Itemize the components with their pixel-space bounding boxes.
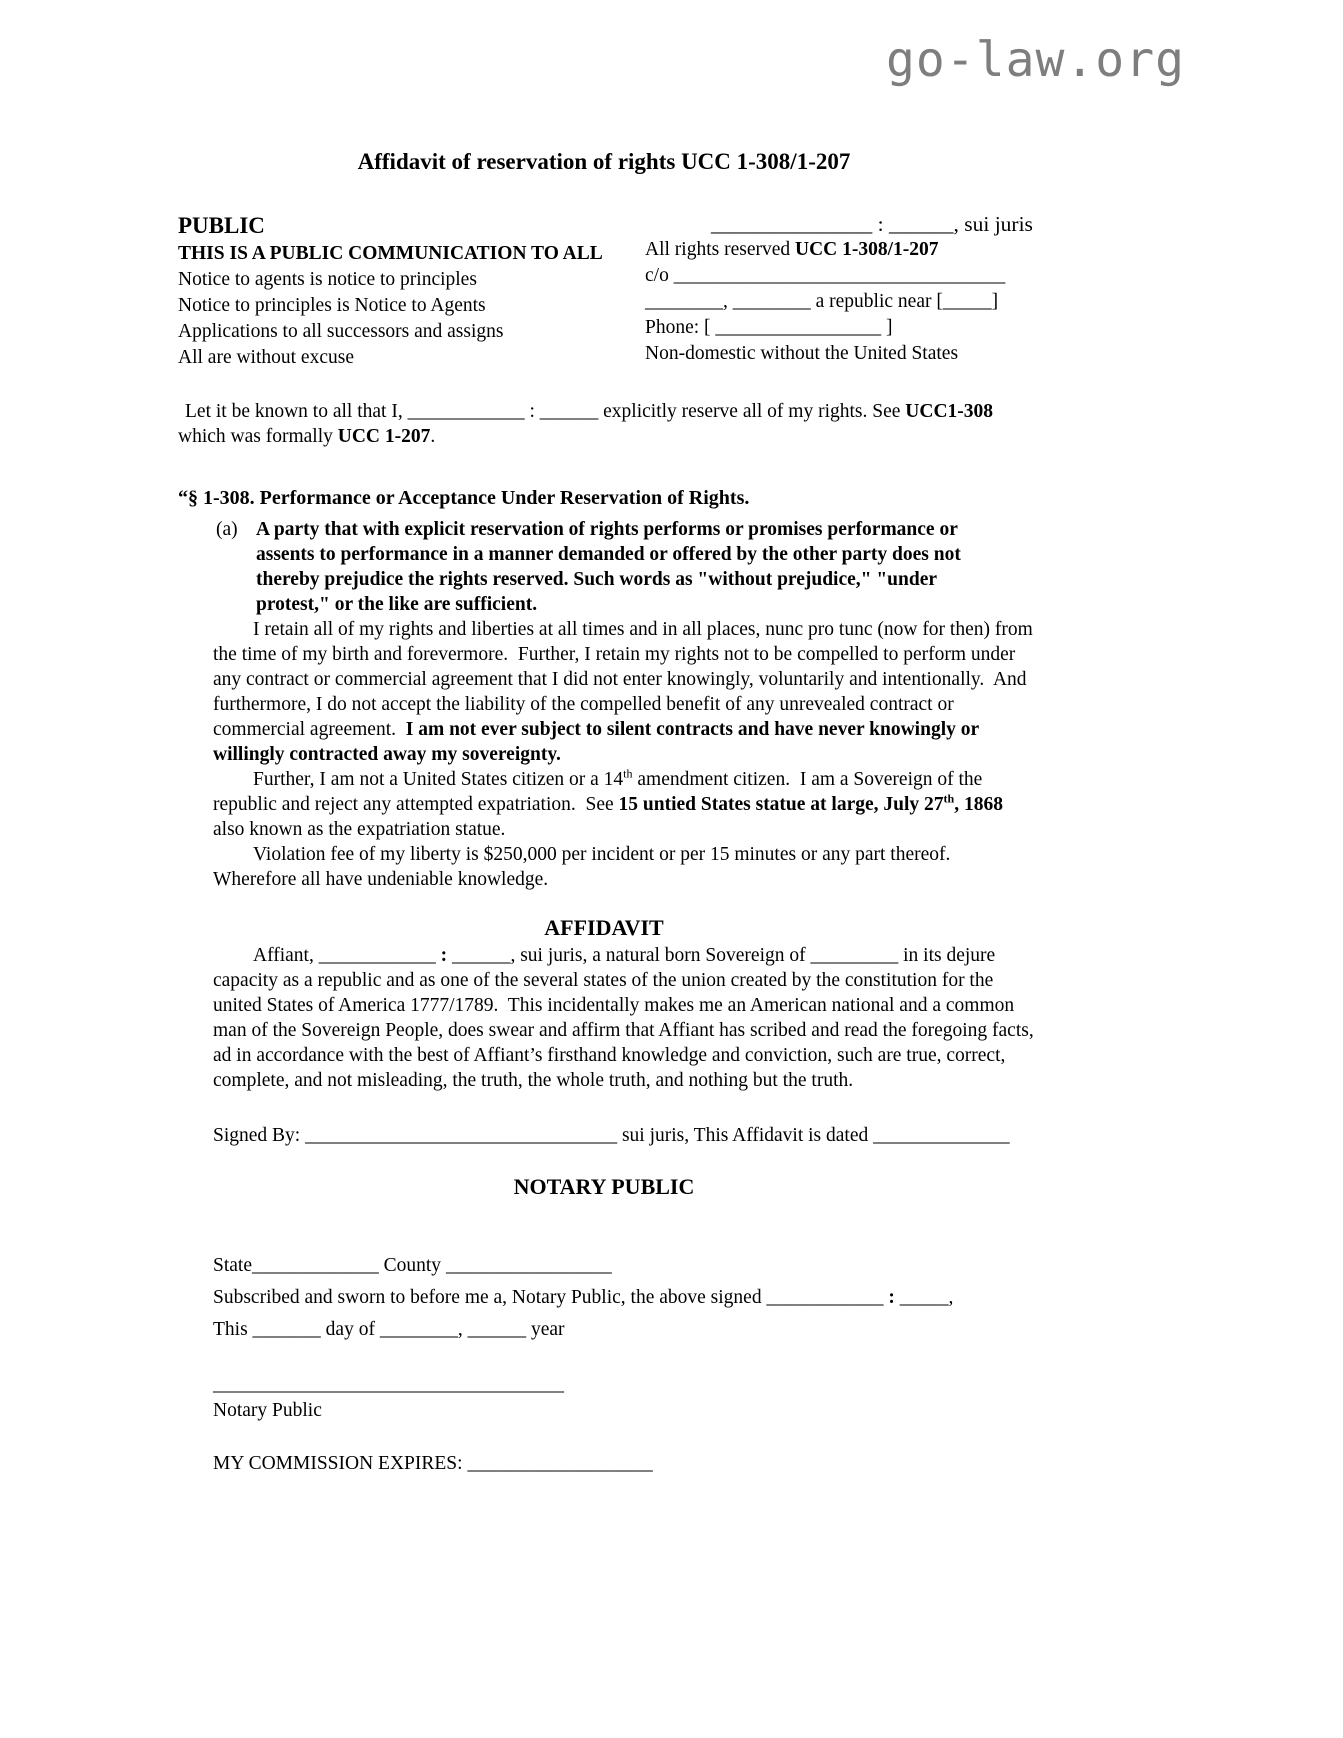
notice-line: Notice to principles is Notice to Agents xyxy=(178,295,486,316)
month-blank: ________ xyxy=(379,1319,458,1340)
intro-name-blank: ____________ xyxy=(407,401,525,422)
zip-blank: _____ xyxy=(942,291,992,312)
signed-by-line: Signed By: ________________________________ sui juris, This Affidavit is dated ______________ xyxy=(213,1125,1010,1146)
address-block xyxy=(645,211,1033,371)
public-notice-block xyxy=(178,211,645,371)
notary-public-label: Notary Public xyxy=(213,1400,322,1421)
ucc-section-heading: “§ 1-308. Performance or Acceptance Under Reservation of Rights. xyxy=(178,487,750,509)
affiant-surname-blank: ______ xyxy=(451,945,511,966)
intro-surname-blank: ______ xyxy=(539,401,599,422)
notary-block xyxy=(213,1250,1030,1346)
name-blank-line: _______________ : ______, sui juris xyxy=(711,212,1033,236)
notary-county-blank: _________________ xyxy=(445,1255,612,1276)
signer-name-blank: ____________ xyxy=(766,1287,884,1308)
autograph-blank: ______ xyxy=(888,212,954,236)
phone-line: Phone: [ _________________ ] xyxy=(645,317,893,338)
sovereign-state-blank: _________ xyxy=(810,945,899,966)
day-blank: _______ xyxy=(252,1319,321,1340)
notice-line: Applications to all successors and assigns xyxy=(178,321,504,342)
notice-line: All are without excuse xyxy=(178,347,354,368)
citizenship-paragraph: Further, I am not a United States citizen or a 14th amendment citizen. I am a Sovereign of the republic and reject any attempted expatriation. See 15 untied States statue at large, July 27th, 1868 also known as the expatriation statue. xyxy=(213,766,1008,840)
phone-blank: _________________ xyxy=(715,317,882,338)
public-subheading: THIS IS A PUBLIC COMMUNICATION TO ALL xyxy=(178,243,603,264)
document-content xyxy=(178,148,1039,1476)
intro-paragraph: Let it be known to all that I, ____________ : ______ explicitly reserve all of my rights. See UCC1-308 which was formally UCC 1-207. xyxy=(178,401,998,447)
signer-surname-blank: _____ xyxy=(899,1287,949,1308)
co-blank: __________________________________ xyxy=(673,265,1006,286)
affidavit-heading: AFFIDAVIT xyxy=(544,915,664,940)
co-line: c/o __________________________________ xyxy=(645,265,1006,286)
wherefore-paragraph: Wherefore all have undeniable knowledge. xyxy=(213,869,549,890)
date-line: This _______ day of ________, ______ year xyxy=(213,1319,565,1340)
header-columns xyxy=(178,211,1033,371)
violation-fee-paragraph: Violation fee of my liberty is $250,000 per incident or per 15 minutes or any part thereof. xyxy=(253,844,951,865)
commission-expires-line: MY COMMISSION EXPIRES: ___________________ xyxy=(213,1453,653,1474)
item-a-label: (a) xyxy=(216,519,238,540)
name-blank: _______________ xyxy=(711,212,873,236)
signature-blank: ________________________________ xyxy=(305,1125,618,1146)
notary-public-heading: NOTARY PUBLIC xyxy=(513,1174,695,1199)
notary-signature-blank: ____________________________________ xyxy=(213,1374,564,1395)
item-a-text: A party that with explicit reservation of rights performs or promises performance or assents to performance in a manner demanded or offered by the other party does not thereby prejudice the rights reserved. Such words as "without prejudice," "under protest," or the like are sufficient. xyxy=(256,519,966,615)
ucc-item-a xyxy=(216,517,996,617)
rights-reserved-line: All rights reserved UCC 1-308/1-207 xyxy=(645,239,939,260)
commission-date-blank: ___________________ xyxy=(467,1453,653,1474)
superscript-th: th xyxy=(623,766,633,781)
public-heading: PUBLIC xyxy=(178,213,265,238)
city-blank: ________ xyxy=(645,291,723,312)
state-county-line: State_____________ County _________________ xyxy=(213,1255,612,1276)
notice-line: Notice to agents is notice to principles xyxy=(178,269,477,290)
affiant-name-blank: ____________ xyxy=(318,945,436,966)
site-logo: go-law.org xyxy=(886,32,1185,88)
republic-line: ________, ________ a republic near [_____] xyxy=(645,291,999,312)
nondomestic-line: Non-domestic without the United States xyxy=(645,343,959,364)
state-blank: ________ xyxy=(732,291,811,312)
year-blank: ______ xyxy=(467,1319,527,1340)
subscribed-line: Subscribed and sworn to before me a, Notary Public, the above signed ____________ : _____, xyxy=(213,1287,954,1308)
notary-state-blank: _____________ xyxy=(252,1255,379,1276)
superscript-th: th xyxy=(943,791,955,806)
document-title: Affidavit of reservation of rights UCC 1-308/1-207 xyxy=(357,149,851,174)
affidavit-paragraph: Affiant, ____________ : ______, sui juris, a natural born Sovereign of _________ in its dejure capacity as a republic and as one of the several states of the union created by the constitution for the united States of America 1777/1789. This incidentally makes me an American national and a common man of the Sovereign People, does swear and affirm that Affiant has scribed and read the foregoing facts, ad in accordance with the best of Affiant’s firsthand knowledge and conviction, such are true, correct, complete, and not misleading, the truth, the whole truth, and nothing but the truth. xyxy=(213,945,1039,1091)
date-blank: ______________ xyxy=(873,1125,1010,1146)
rights-retention-paragraph: I retain all of my rights and liberties at all times and in all places, nunc pro tunc (now for then) from the time of my birth and forevermore. Further, I retain my rights not to be compelled to perform under any contract or commercial agreement that I did not enter knowingly, voluntarily and intentionally. And furthermore, I do not accept the liability of the compelled benefit of any unrevealed contract or commercial agreement. I am not ever subject to silent contracts and have never knowingly or willingly contracted away my sovereignty. xyxy=(213,619,1038,765)
